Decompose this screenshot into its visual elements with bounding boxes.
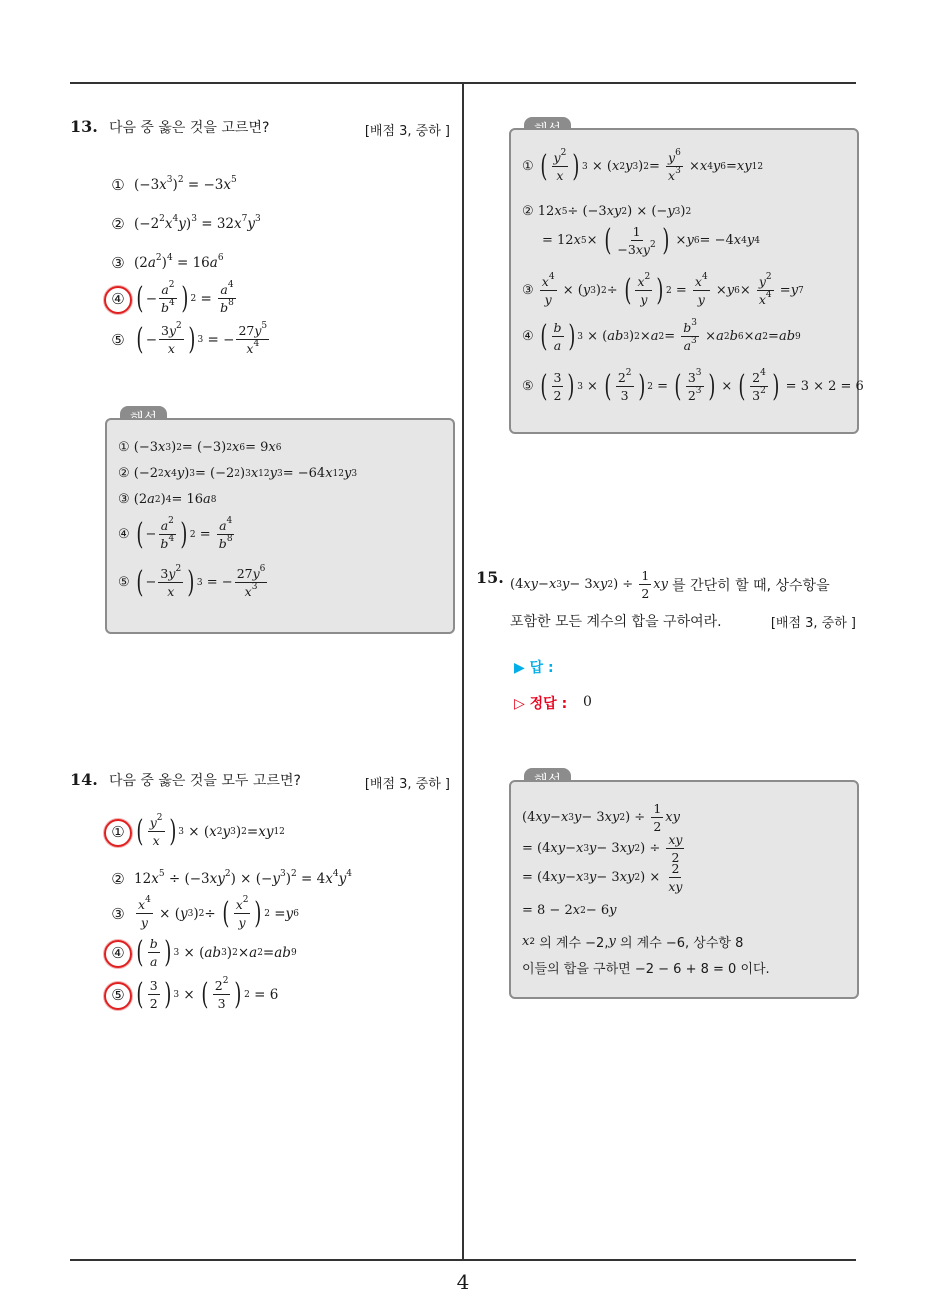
q14-score: [배점 3, 중하 ] [364,777,450,792]
q15-number: 15. [476,568,504,587]
q14-number: 14. [70,770,98,789]
choice-label: ② [111,870,125,888]
q14-sol-2b: = 12 x 5 × ( $\frac{1}{-3xy^2}$ ) × y 6 = −4 x 4 y 4 [542,222,760,258]
q13-number: 13. [70,117,98,136]
q14-choice-5-expr: ( $\frac{3}{2}$ ) 3 × ( $\frac{2^2}{3}$ ) 2 = 6 [136,976,279,1012]
choice-label: ③ [111,254,125,272]
bottom-rule [70,1259,856,1261]
q13-sol-5: ⑤ ( − $\frac{3y^2}{x}$ ) 3 = − $\frac{27y^6}{x^3}$ [118,564,266,600]
q13-sol-1: ① (−3 x 3 ) 2 = (−3) 2 x 6 = 9 x 6 [118,440,282,455]
q15-line-2 [510,611,856,631]
q15-answer-input[interactable] [580,655,840,677]
q14-choice-1-expr: ( $\frac{y^2}{x}$ ) 3 × ( x 2 y 3 ) 2 = xy 12 [136,813,285,849]
q14-sol-4: ④ ( $\frac{b}{a}$ ) 3 × ( ab 3 ) 2 × a 2 = $\frac{b^3}{a^3}$ × a 2 b 6 × a 2 = ab 9 [522,318,801,354]
q14-sol-2a: ② 12 x 5 ÷ (−3 xy 2 ) × (− y 3 ) 2 [522,204,692,219]
page-number: 4 [456,1270,470,1294]
q13-choice-5[interactable] [108,323,271,356]
q15-score: [배점 3, 중하 ] [770,616,856,631]
q13-text: 다음 중 옳은 것을 고르면? [108,120,270,136]
q15-correct-value: 0 [583,694,592,710]
q15-line-1: (4 xy − x 3 y − 3 xy 2 ) ÷ $\frac{1}{2}$ xy 를 간단히 할 때, 상수항을 [510,568,830,601]
q14-choice-5[interactable] [108,978,278,1011]
q15-sol-2: = (4 xy − x 3 y − 3 xy 2 ) ÷ $\frac{xy}{2}$ [522,832,683,865]
q14-sol-5: ⑤ ( $\frac{3}{2}$ ) 3 × ( $\frac{2^2}{3}$ ) 2 = ( $\frac{3^3}{2^3}$ ) × ( $\frac{2^4}{3^2}$ ) = 3 × 2 = 6 [522,368,864,404]
q13-choice-2[interactable] [108,215,261,233]
q14-choice-2[interactable] [108,870,352,888]
q15-sol-1: (4 xy − x 3 y − 3 xy 2 ) ÷ $\frac{1}{2}$ xy [522,801,680,834]
q15-line-2-text: 포함한 모든 계수의 합을 구하여라. [510,614,722,630]
choice-label-marked: ④ [108,290,128,308]
q13-choice-1-expr: $(-3x^3)^2 = -3x^5$ [134,175,237,193]
q14-choice-4-expr: ( $\frac{b}{a}$ ) 3 × ( ab 3 ) 2 × a 2 = ab 9 [136,934,297,970]
q13-choice-4-expr: ( − $\frac{a^2}{b^4}$ ) 2 = $\frac{a^4}{b^8}$ [136,280,234,316]
choice-label: ① [111,176,125,194]
q14-sol-1: ① ( $\frac{y^2}{x}$ ) 3 × ( x 2 y 3 ) 2 = $\frac{y^6}{x^3}$ × x 4 y 6 = xy 12 [522,148,764,184]
choice-label: ⑤ [111,330,125,349]
column-divider [462,82,464,1260]
q14-header [70,770,450,790]
choice-label-marked: ⑤ [108,986,128,1004]
q13-sol-2: ② (−2 2 x 4 y ) 3 = (−2 2 ) 3 x 12 y 3 = −64 x 12 y 3 [118,466,358,481]
q14-choice-2-expr: $12x^5 \div (-3xy^2) \times (-y^3)^2 = 4x^4y^4$ [134,869,352,887]
q14-choice-1[interactable] [108,815,285,848]
q13-choice-5-expr: ( − $\frac{3y^2}{x}$ ) 3 = − $\frac{27y^5}{x^4}$ [136,321,268,357]
q15-sol-4: = 8 − 2 x 2 − 6 y [522,903,617,918]
q13-sol-3: ③ (2 a 2 ) 4 = 16 a 8 [118,492,217,507]
q15-sol-5: x 2 의 계수 −2, y 의 계수 −6, 상수항 8 [522,934,744,951]
q14-choice-3-expr: $\frac{x^4}{y}$ × ( y 3 ) 2 ÷ ( $\frac{x^2}{y}$ ) 2 = y 6 [138,895,299,931]
q13-choice-3-expr: $(2a^2)^4 = 16a^6$ [134,253,224,271]
q14-choice-3[interactable] [108,897,299,930]
q13-score: [배점 3, 중하 ] [364,124,450,139]
q15-answer-label: ▶ 답 : [514,660,554,676]
choice-label-marked: ① [108,823,128,841]
q14-choice-4[interactable] [108,936,297,969]
q14-text: 다음 중 옳은 것을 모두 고르면? [108,773,301,789]
choice-label-marked: ④ [108,944,128,962]
q15-sol-6: 이들의 합을 구하면 −2 − 6 + 8 = 0 이다. [522,962,770,977]
q13-choice-2-expr: $(-2^2x^4y)^3 = 32x^7y^3$ [134,214,261,232]
q13-choice-1[interactable] [108,176,237,194]
choice-label: ② [111,215,125,233]
q15-correct-label: ▷ 정답 : [514,696,568,712]
q15-sol-3: = (4 xy − x 3 y − 3 xy 2 ) × $\frac{2}{xy}$ [522,861,683,894]
q14-sol-3: ③ $\frac{x^4}{y}$ × ( y 3 ) 2 ÷ ( $\frac{x^2}{y}$ ) 2 = $\frac{x^4}{y}$ × y 6 × $\frac{y^2}{x^4}$ = y 7 [522,272,804,308]
choice-label: ③ [111,904,125,923]
q13-sol-4: ④ ( − $\frac{a^2}{b^4}$ ) 2 = $\frac{a^4}{b^8}$ [118,516,233,552]
q13-header [70,117,450,137]
q13-choice-3[interactable] [108,254,224,272]
q13-choice-4[interactable] [108,282,238,315]
